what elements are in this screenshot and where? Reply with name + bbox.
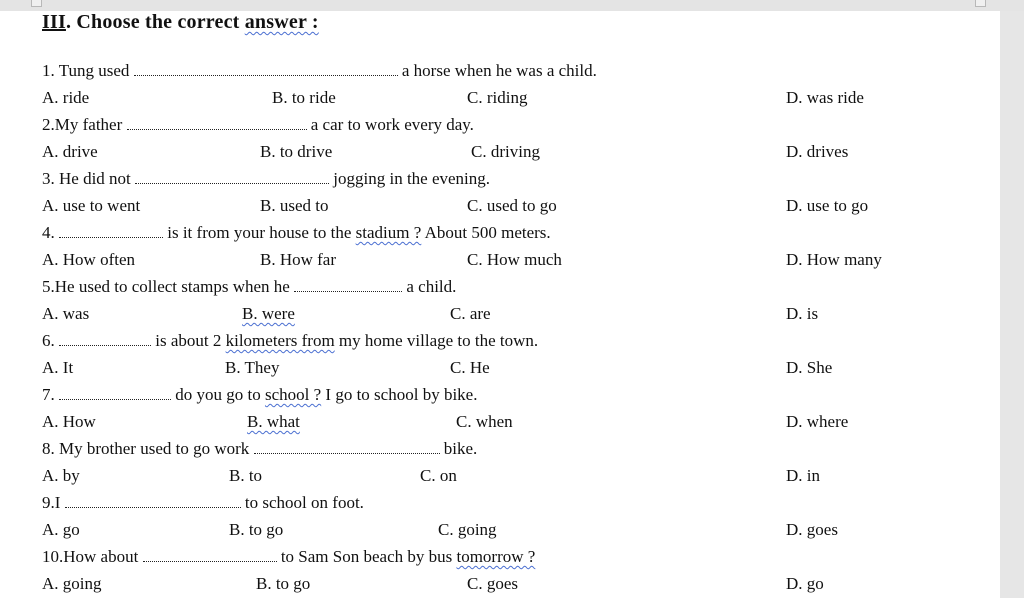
options-7 xyxy=(0,408,1000,435)
option-5a[interactable]: A. was xyxy=(42,304,90,323)
option-3a[interactable]: A. use to went xyxy=(42,196,141,215)
corner-mark-left xyxy=(31,0,42,7)
option-4a[interactable]: A. How often xyxy=(42,250,136,269)
question-4 xyxy=(0,219,1000,246)
options-3 xyxy=(0,192,1000,219)
option-8d[interactable]: D. in xyxy=(786,466,820,485)
option-10a[interactable]: A. going xyxy=(42,574,102,593)
question-8-text: 8. My brother used to go work bike. xyxy=(42,435,477,462)
option-7c[interactable]: C. when xyxy=(456,412,513,431)
question-6 xyxy=(0,327,1000,354)
option-4c[interactable]: C. How much xyxy=(467,250,562,269)
option-3d[interactable]: D. use to go xyxy=(786,196,869,215)
option-1c[interactable]: C. riding xyxy=(467,88,528,107)
options-6 xyxy=(0,354,1000,381)
option-7b[interactable]: B. what xyxy=(247,412,300,431)
option-3c[interactable]: C. used to go xyxy=(467,196,557,215)
option-4d[interactable]: D. How many xyxy=(786,250,882,269)
option-4b[interactable]: B. How far xyxy=(260,250,337,269)
question-5 xyxy=(0,273,1000,300)
question-3-text: 3. He did not jogging in the evening. xyxy=(42,165,490,192)
option-8b[interactable]: B. to xyxy=(229,466,263,485)
top-bar xyxy=(0,0,1024,11)
question-9-text: 9.I to school on foot. xyxy=(42,489,364,516)
option-10d[interactable]: D. go xyxy=(786,574,824,593)
option-6b[interactable]: B. They xyxy=(225,358,280,377)
options-9 xyxy=(0,516,1000,543)
option-5c[interactable]: C. are xyxy=(450,304,491,323)
option-1b[interactable]: B. to ride xyxy=(272,88,336,107)
option-9c[interactable]: C. going xyxy=(438,520,497,539)
question-2 xyxy=(0,111,1000,138)
option-10b[interactable]: B. to go xyxy=(256,574,311,593)
options-8 xyxy=(0,462,1000,489)
options-4 xyxy=(0,246,1000,273)
option-6a[interactable]: A. It xyxy=(42,358,74,377)
options-5 xyxy=(0,300,1000,327)
question-1 xyxy=(0,57,1000,84)
options-10 xyxy=(0,570,1000,597)
option-2a[interactable]: A. drive xyxy=(42,142,98,161)
option-2b[interactable]: B. to drive xyxy=(260,142,333,161)
question-10-text: 10.How about to Sam Son beach by bus tomorrow ? xyxy=(42,543,535,570)
options-1 xyxy=(0,84,1000,111)
question-6-text: 6. is about 2 kilometers from my home village to the town. xyxy=(42,327,538,354)
option-5d[interactable]: D. is xyxy=(786,304,819,323)
section-title xyxy=(42,11,319,34)
question-9 xyxy=(0,489,1000,516)
option-5b[interactable]: B. were xyxy=(242,304,295,323)
section-title-text: . Choose the correct xyxy=(65,11,245,33)
section-title-underlined: answer : xyxy=(244,11,319,33)
option-9b[interactable]: B. to go xyxy=(229,520,284,539)
question-7-text: 7. do you go to school ? I go to school by bike. xyxy=(42,381,477,408)
option-2c[interactable]: C. driving xyxy=(471,142,540,161)
option-9a[interactable]: A. go xyxy=(42,520,80,539)
corner-mark-right xyxy=(975,0,986,7)
option-1a[interactable]: A. ride xyxy=(42,88,90,107)
section-numeral: III xyxy=(42,11,66,33)
question-8 xyxy=(0,435,1000,462)
question-3 xyxy=(0,165,1000,192)
options-2 xyxy=(0,138,1000,165)
option-9d[interactable]: D. goes xyxy=(786,520,838,539)
option-1d[interactable]: D. was ride xyxy=(786,88,864,107)
question-4-text: 4. is it from your house to the stadium ? About 500 meters. xyxy=(42,219,551,246)
option-7a[interactable]: A. How xyxy=(42,412,96,431)
option-6d[interactable]: D. She xyxy=(786,358,833,377)
document-page xyxy=(0,11,1000,598)
option-8c[interactable]: C. on xyxy=(420,466,457,485)
question-2-text: 2.My father a car to work every day. xyxy=(42,111,474,138)
option-7d[interactable]: D. where xyxy=(786,412,849,431)
option-3b[interactable]: B. used to xyxy=(260,196,329,215)
option-6c[interactable]: C. He xyxy=(450,358,490,377)
right-strip xyxy=(1000,11,1024,598)
question-10 xyxy=(0,543,1000,570)
question-7 xyxy=(0,381,1000,408)
option-10c[interactable]: C. goes xyxy=(467,574,518,593)
option-2d[interactable]: D. drives xyxy=(786,142,849,161)
question-1-text: 1. Tung used a horse when he was a child. xyxy=(42,57,597,84)
option-8a[interactable]: A. by xyxy=(42,466,80,485)
question-5-text: 5.He used to collect stamps when he a child. xyxy=(42,273,456,300)
